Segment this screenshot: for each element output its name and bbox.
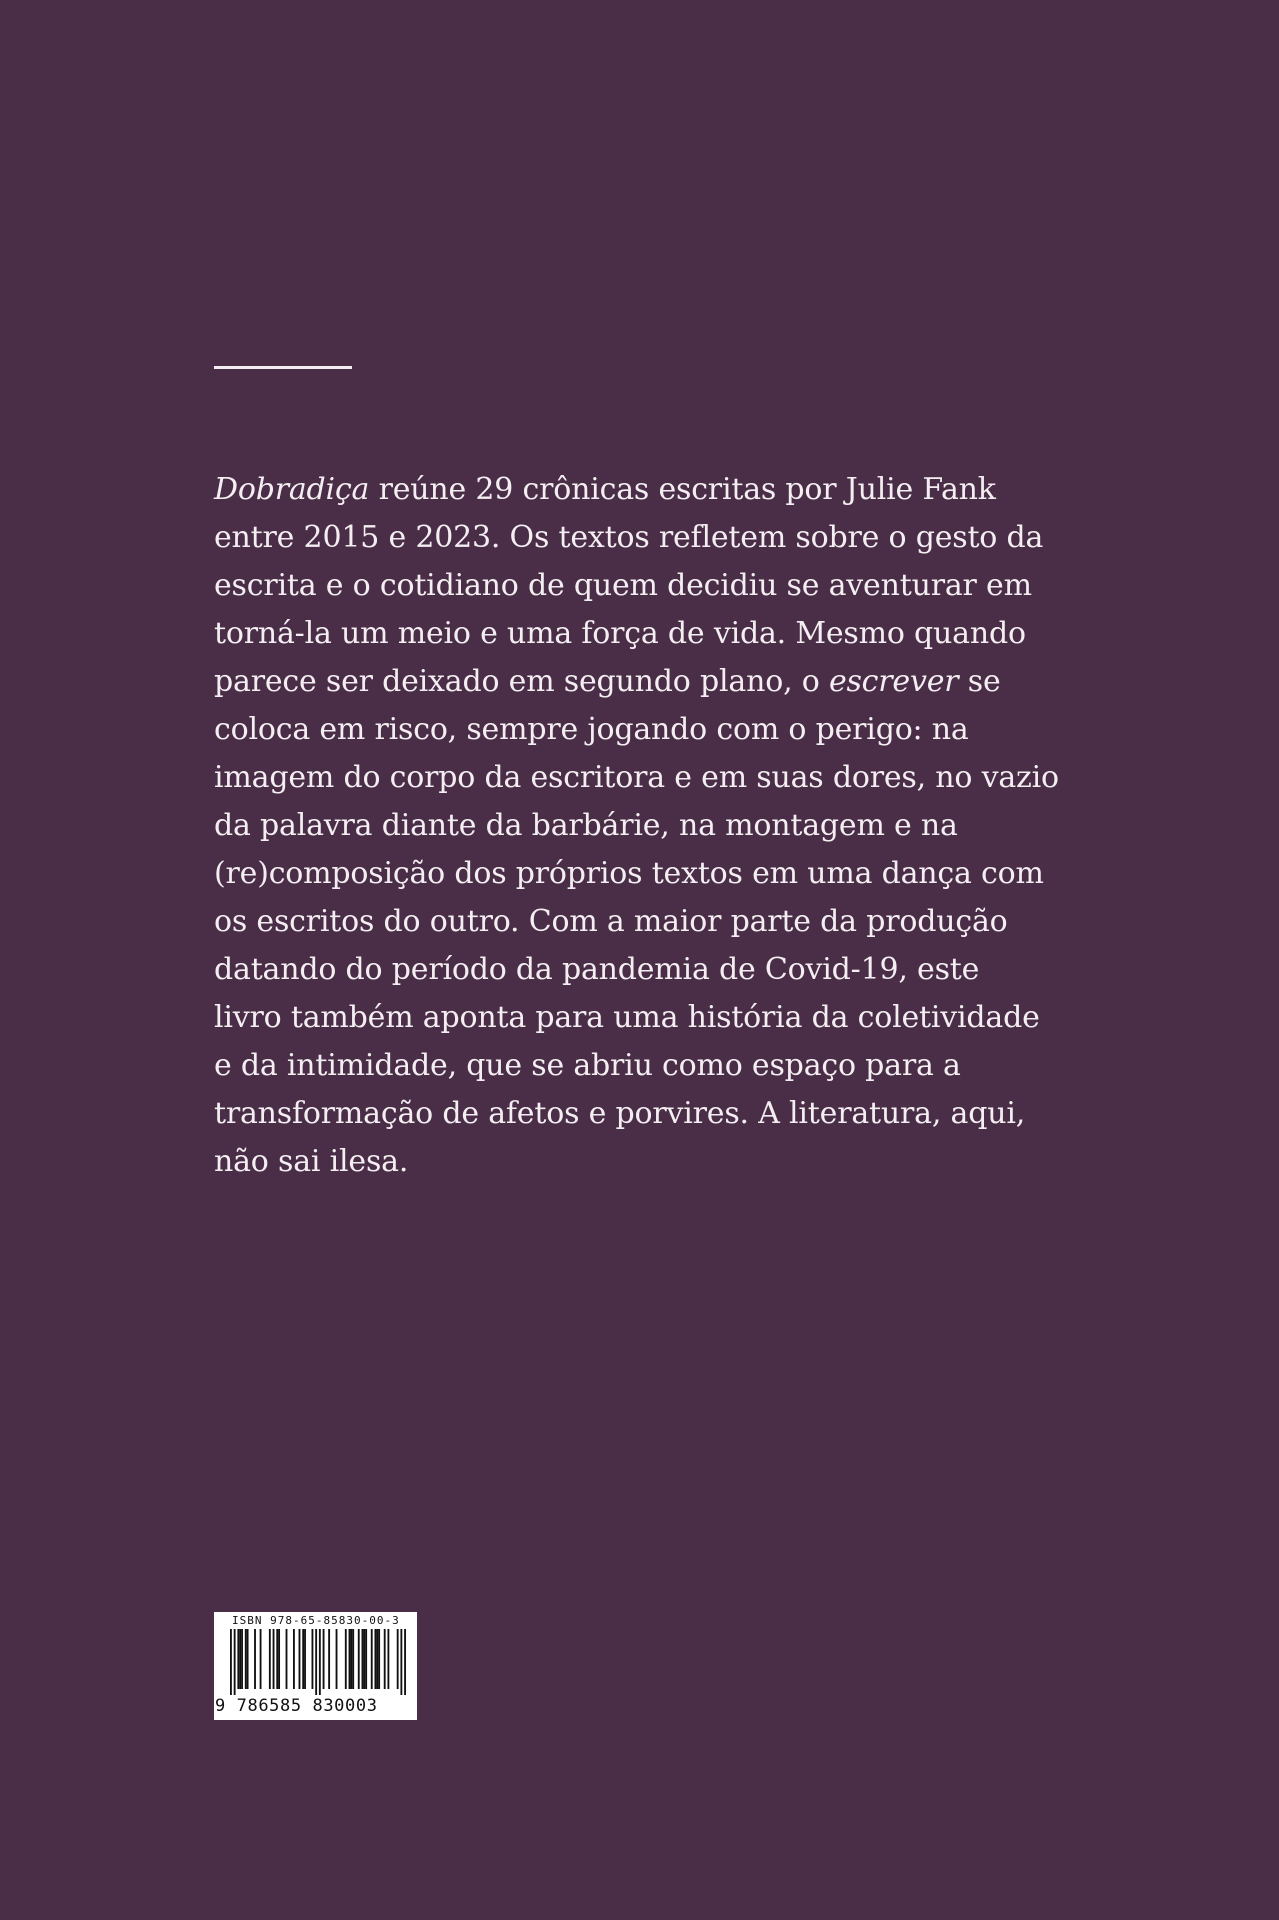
barcode-bar [245,1629,247,1689]
isbn-barcode [214,1612,417,1720]
barcode-bar [400,1629,402,1695]
synopsis-text: imagem do corpo da escritora e em suas dores, no vazio [214,760,1059,795]
barcode-bar [278,1629,280,1689]
synopsis-line [214,514,1074,562]
synopsis-text: escrita e o cotidiano de quem decidiu se aventurar em [214,568,1032,603]
barcode-bar [312,1629,314,1689]
synopsis-text: os escritos do outro. Com a maior parte da produção [214,904,1008,939]
barcode-bar [336,1629,338,1689]
synopsis-line [214,1138,1074,1186]
barcode-bar [254,1629,256,1689]
synopsis-line [214,946,1074,994]
barcode-bar [345,1629,347,1689]
synopsis-text: (re)composição dos próprios textos em uma dança com [214,856,1044,891]
synopsis-line [214,754,1074,802]
barcode-bar [404,1629,406,1695]
synopsis-text: entre 2015 e 2023. Os textos refletem sobre o gesto da [214,520,1044,555]
barcode-bar [247,1629,249,1689]
synopsis-italic-text: escrever [828,664,959,699]
book-synopsis [214,466,1074,1186]
barcode-bar [239,1629,241,1689]
barcode-bars [230,1629,406,1695]
barcode-bar [299,1629,301,1689]
synopsis-line [214,1042,1074,1090]
barcode-bar [352,1629,354,1689]
barcode-bar [350,1629,352,1689]
barcode-bar [323,1629,325,1689]
barcode-bar [349,1629,351,1689]
barcode-bar [358,1629,360,1689]
barcode-bar [230,1629,232,1695]
barcode-bar [363,1629,365,1689]
barcode-bar [384,1629,386,1689]
synopsis-line [214,706,1074,754]
barcode-bar [276,1629,278,1689]
synopsis-text: torná-la um meio e uma força de vida. Mesmo quando [214,616,1026,651]
isbn-label: ISBN 978-65-85830-00-3 [232,1614,400,1627]
decorative-rule [214,366,352,369]
barcode-bar [328,1629,330,1689]
synopsis-italic-text: Dobradiça [214,472,370,507]
barcode-bar [273,1629,275,1689]
barcode-bar [362,1629,364,1689]
synopsis-line [214,610,1074,658]
synopsis-text: da palavra diante da barbárie, na montagem e na [214,808,958,843]
barcode-bar [375,1629,377,1689]
synopsis-line [214,658,1074,706]
synopsis-line [214,898,1074,946]
synopsis-text: coloca em risco, sempre jogando com o perigo: na [214,712,969,747]
barcode-bar [304,1629,306,1689]
barcode-bar [387,1629,389,1689]
synopsis-text: parece ser deixado em segundo plano, o [214,664,829,699]
synopsis-line [214,802,1074,850]
synopsis-text: transformação de afetos e porvires. A literatura, aqui, [214,1096,1026,1131]
synopsis-line [214,1090,1074,1138]
synopsis-text: não sai ilesa. [214,1144,409,1179]
barcode-bar [237,1629,239,1689]
barcode-bar [371,1629,373,1689]
synopsis-text: se [958,664,1001,699]
barcode-bar [376,1629,378,1689]
barcode-bar [269,1629,271,1689]
barcode-bar [319,1629,321,1695]
synopsis-line [214,562,1074,610]
synopsis-text: livro também aponta para uma história da coletividade [214,1000,1040,1035]
barcode-bar [365,1629,367,1689]
barcode-bar [286,1629,288,1689]
synopsis-text: datando do período da pandemia de Covid-19, este [214,952,980,987]
synopsis-line [214,994,1074,1042]
barcode-bar [241,1629,243,1689]
barcode-bar [397,1629,399,1689]
synopsis-line [214,466,1074,514]
barcode-bar [234,1629,236,1695]
synopsis-text: e da intimidade, que se abriu como espaço para a [214,1048,961,1083]
synopsis-line [214,850,1074,898]
barcode-bar [260,1629,262,1689]
ean-digits: 9 786585 830003 [215,1696,378,1716]
barcode-bar [293,1629,295,1689]
synopsis-text: reúne 29 crônicas escritas por Julie Fank [369,472,996,507]
barcode-bar [378,1629,380,1689]
barcode-bar [302,1629,304,1689]
barcode-bar [315,1629,317,1695]
